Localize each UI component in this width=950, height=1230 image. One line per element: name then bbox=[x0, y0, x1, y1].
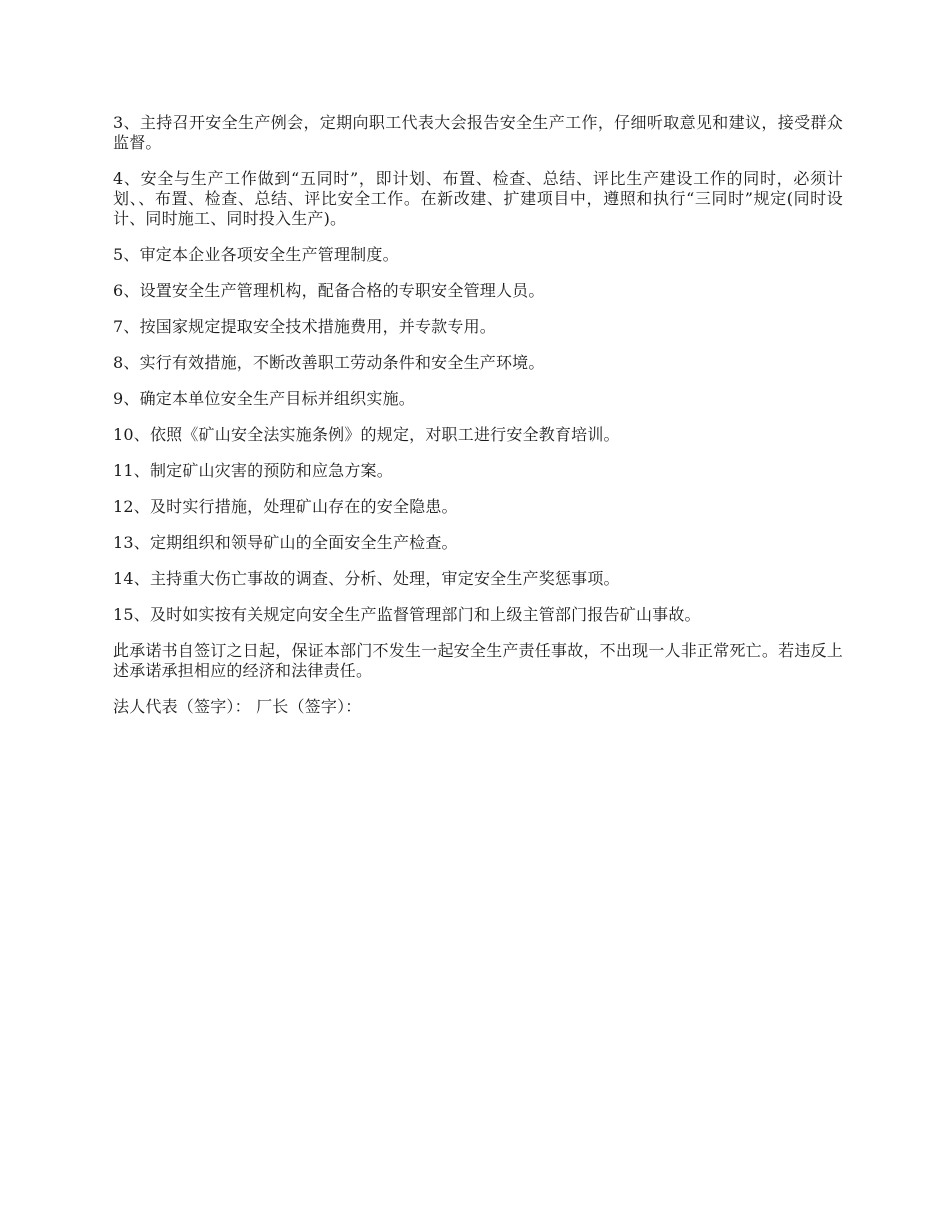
clause-15: 15、及时如实按有关规定向安全生产监督管理部门和上级主管部门报告矿山事故。 bbox=[113, 605, 701, 624]
clause-3: 3、主持召开安全生产例会，定期向职工代表大会报告安全生产工作，仔细听取意见和建议，接受群众监督。 bbox=[113, 113, 843, 152]
commitment-statement: 此承诺书自签订之日起，保证本部门不发生一起安全生产责任事故，不出现一人非正常死亡。若违反上述承诺承担相应的经济和法律责任。 bbox=[113, 641, 843, 680]
clause-8: 8、实行有效措施，不断改善职工劳动条件和安全生产环境。 bbox=[113, 353, 545, 372]
clause-12: 12、及时实行措施，处理矿山存在的安全隐患。 bbox=[113, 497, 458, 516]
clause-5: 5、审定本企业各项安全生产管理制度。 bbox=[113, 245, 399, 264]
clause-11: 11、制定矿山灾害的预防和应急方案。 bbox=[113, 461, 393, 480]
clause-13: 13、定期组织和领导矿山的全面安全生产检查。 bbox=[113, 533, 458, 552]
clause-4: 4、安全与生产工作做到“五同时”，即计划、布置、检查、总结、评比生产建设工作的同时，必须计划、、布置、检查、总结、评比安全工作。在新改建、扩建项目中，遵照和执行“三同时”规定(同时设计、同时施工、同时投入生产)。 bbox=[113, 169, 843, 228]
clause-10: 10、依照《矿山安全法实施条例》的规定，对职工进行安全教育培训。 bbox=[113, 425, 620, 444]
signature-line: 法人代表（签字）： 厂长（签字）： bbox=[113, 697, 362, 716]
clause-9: 9、确定本单位安全生产目标并组织实施。 bbox=[113, 389, 415, 408]
clause-6: 6、设置安全生产管理机构，配备合格的专职安全管理人员。 bbox=[113, 281, 545, 300]
clause-14: 14、主持重大伤亡事故的调查、分析、处理，审定安全生产奖惩事项。 bbox=[113, 569, 620, 588]
document-body bbox=[113, 113, 843, 717]
clause-7: 7、按国家规定提取安全技术措施费用，并专款专用。 bbox=[113, 317, 496, 336]
